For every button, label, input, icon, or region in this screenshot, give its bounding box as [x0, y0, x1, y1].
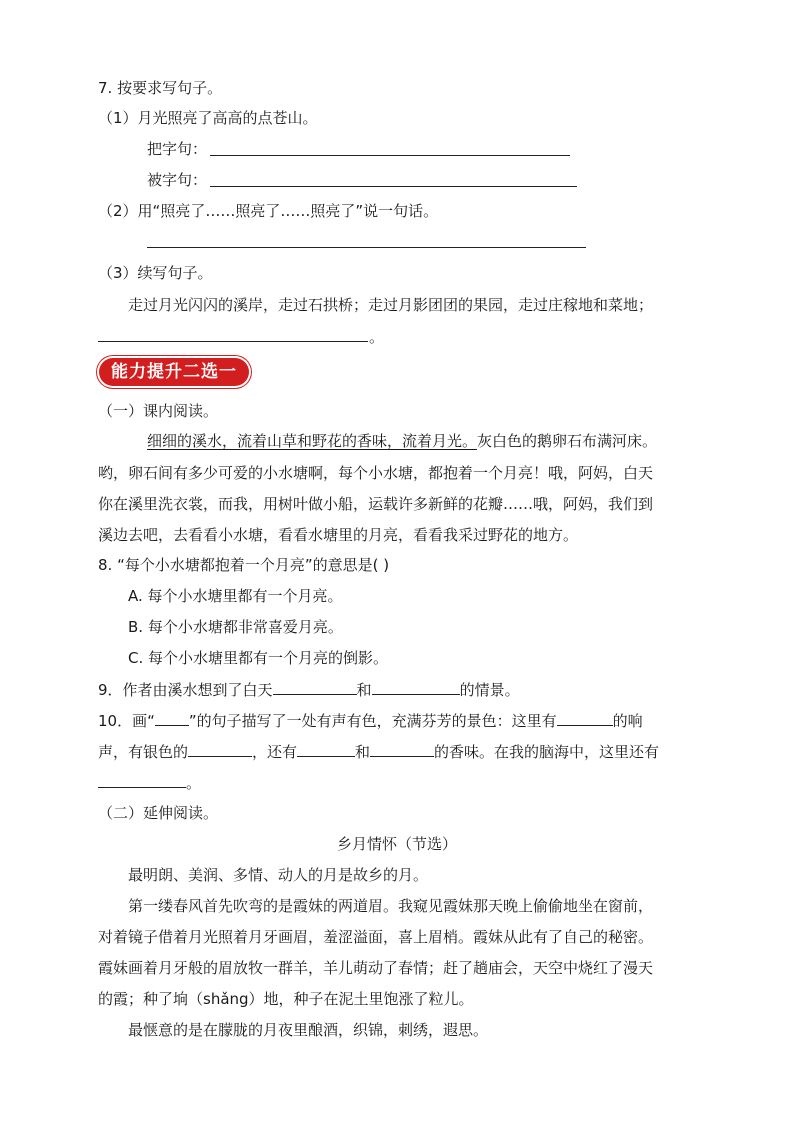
- q8-option-c[interactable]: C. 每个小水塘里都有一个月亮的倒影。: [128, 649, 389, 667]
- q7-part2: （2）用“照亮了……照亮了……照亮了”说一句话。: [98, 202, 439, 220]
- q10-blank-scent-2[interactable]: [370, 740, 434, 757]
- q10-line2: [98, 740, 659, 763]
- q10-text-3: 。: [186, 774, 202, 792]
- ba-sentence-answer-line[interactable]: [210, 155, 570, 156]
- reading2-p2-line2: 对着镜子借着月光照着月牙画眉，羞涩溢面，喜上眉梢。霞妹从此有了自己的秘密。: [98, 928, 654, 946]
- q10-blank-scent-1[interactable]: [297, 740, 355, 757]
- q10-line1: [98, 709, 643, 732]
- q7-part3: （3）续写句子。: [98, 264, 213, 282]
- q10-text-2d: 的香味。在我的脑海中，这里还有: [434, 743, 660, 761]
- q8-stem: 8. “每个小水塘都抱着一个月亮”的意思是( ): [98, 556, 390, 574]
- q9-line: [98, 678, 520, 701]
- q9-text-a: 9．作者由溪水想到了白天: [98, 681, 273, 699]
- q10-text-2b: ，还有: [252, 743, 298, 761]
- q10-text-1b: ”的句子描写了一处有声有色，充满芬芳的景色：这里有: [188, 712, 557, 730]
- q7-title: 7. 按要求写句子。: [98, 79, 223, 97]
- ba-sentence-label: 把字句：: [147, 140, 208, 158]
- q7-part3-text: 走过月光闪闪的溪岸，走过石拱桥；走过月影团团的果园，走过庄稼地和菜地；: [128, 296, 654, 314]
- reading2-p2-line1: 第一缕春风首先吹弯的是霞妹的两道眉。我窥见霞妹那天晚上偷偷地坐在窗前，: [128, 897, 654, 915]
- q9-text-b: 和: [356, 681, 372, 699]
- article-title: 乡月情怀（节选）: [336, 835, 457, 853]
- q10-blank-sound[interactable]: [557, 709, 613, 726]
- bei-sentence-label: 被字句：: [147, 171, 208, 189]
- q9-blank-2[interactable]: [372, 678, 460, 695]
- bei-sentence-answer-line[interactable]: [210, 186, 577, 187]
- reading2-p2-line3: 霞妹画着月牙般的眉放牧一群羊，羊儿萌动了春情；赶了趟庙会，天空中烧红了漫天: [98, 959, 654, 977]
- reading1-line2: 哟，卵石间有多少可爱的小水塘啊，每个小水塘，都抱着一个月亮！哦，阿妈，白天: [98, 464, 654, 482]
- q10-text-2c: 和: [355, 743, 371, 761]
- reading2-p2-line4: 的霞；种了垧（shǎng）地，种子在泥土里饱涨了粒儿。: [98, 990, 474, 1008]
- part3-answer-line[interactable]: [98, 341, 368, 342]
- q9-blank-1[interactable]: [273, 678, 357, 695]
- reading1-title: （一）课内阅读。: [98, 402, 219, 420]
- q10-blank-imagine[interactable]: [98, 771, 186, 788]
- q9-text-c: 的情景。: [459, 681, 520, 699]
- q10-blank-silver[interactable]: [188, 740, 252, 757]
- q8-option-b[interactable]: B. 每个小水塘都非常喜爱月亮。: [128, 618, 343, 636]
- q7-part1: （1）月光照亮了高高的点苍山。: [98, 109, 318, 127]
- section-badge: [97, 356, 251, 388]
- underlined-sentence: 细细的溪水，流着山草和野花的香味，流着月光。: [147, 432, 478, 450]
- q10-text-1c: 的响: [612, 712, 643, 730]
- q10-text-2a: 声，有银色的: [98, 743, 189, 761]
- reading1-line4: 溪边去吧，去看看小水塘，看看水塘里的月亮，看看我采过野花的地方。: [98, 526, 579, 544]
- q10-text-1a: 10．画“: [98, 712, 155, 730]
- reading1-line1: [147, 430, 657, 452]
- q10-blank-underline[interactable]: [155, 709, 189, 726]
- part2-answer-line[interactable]: [147, 247, 586, 248]
- q8-option-a[interactable]: A. 每个小水塘里都有一个月亮。: [128, 587, 343, 605]
- reading1-line1-rest: 灰白色的鹅卵石布满河床。: [477, 432, 658, 450]
- q7-part3-end: 。: [369, 328, 385, 346]
- reading1-line3: 你在溪里洗衣裳，而我，用树叶做小船，运载许多新鲜的花瓣……哦，阿妈，我们到: [98, 495, 654, 513]
- reading2-p3: 最惬意的是在朦胧的月夜里酿酒，织锦，刺绣，遐思。: [128, 1021, 489, 1039]
- q10-line3: [98, 771, 201, 794]
- reading2-p1: 最明朗、美润、多情、动人的月是故乡的月。: [128, 866, 429, 884]
- section-badge-label: 能力提升二选一: [111, 362, 237, 382]
- reading2-title: （二）延伸阅读。: [98, 804, 219, 822]
